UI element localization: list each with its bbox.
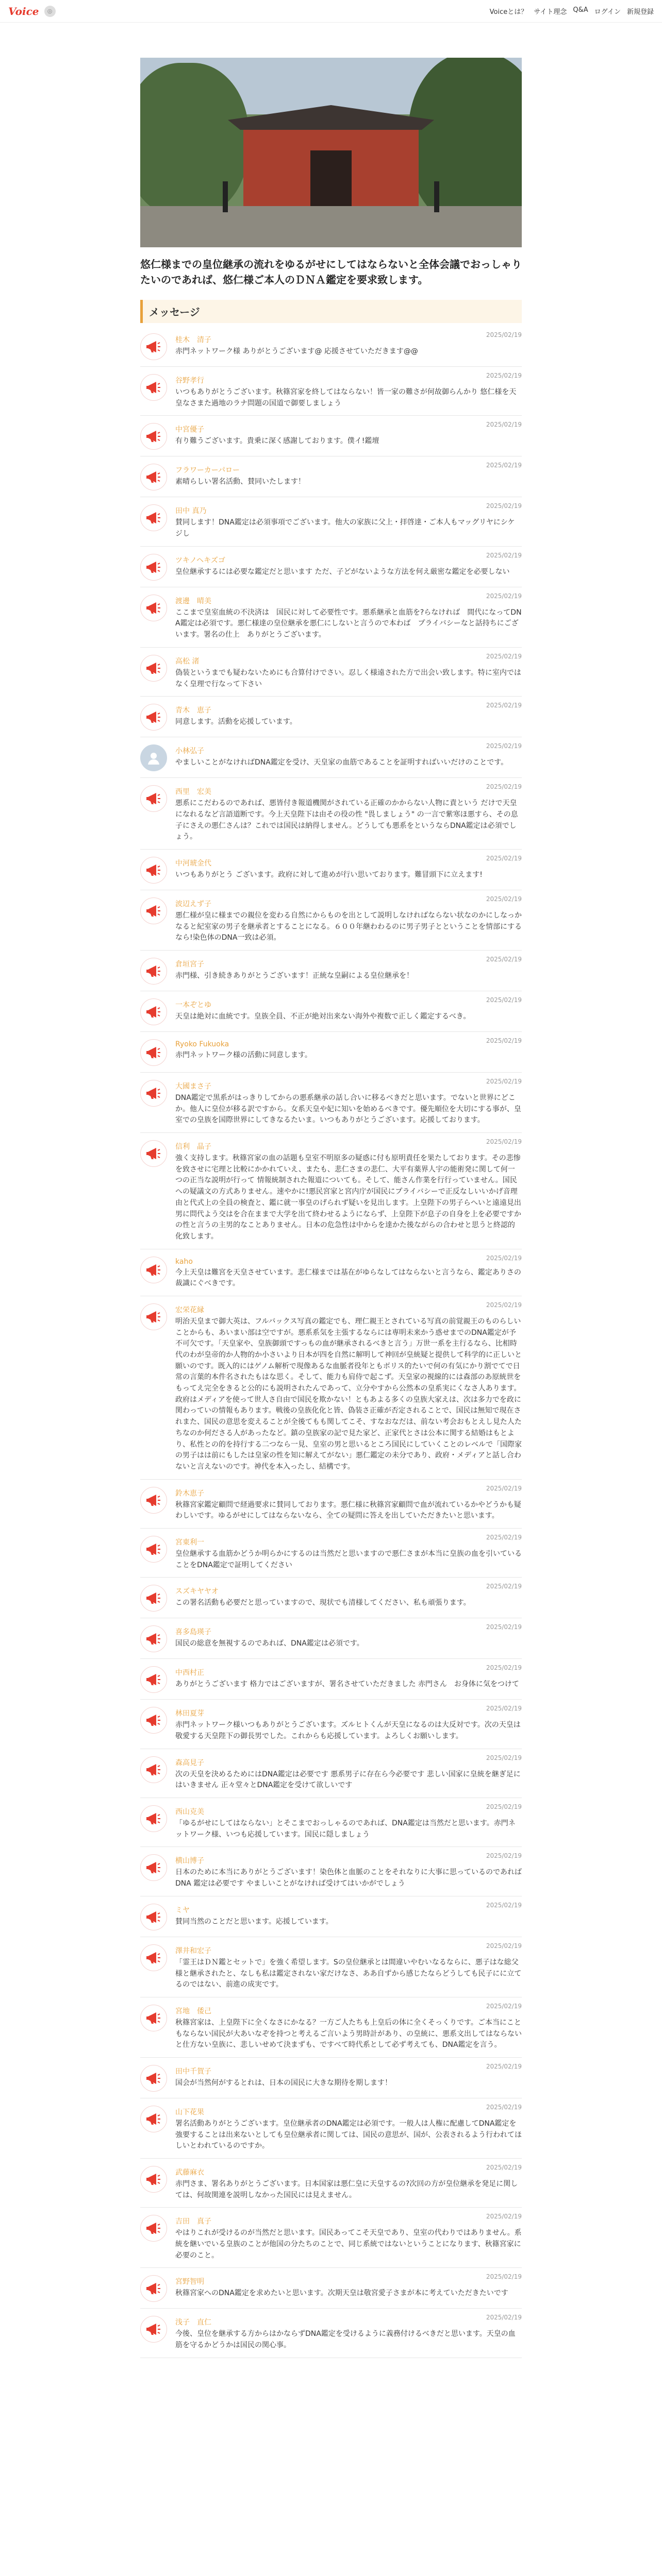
message-item (140, 1578, 522, 1618)
megaphone-avatar-icon (140, 785, 167, 812)
megaphone-avatar-icon (140, 1854, 167, 1881)
megaphone-avatar-icon (140, 423, 167, 450)
message-date: 2025/02/19 (486, 1078, 522, 1085)
message-date: 2025/02/19 (486, 2062, 522, 2070)
message-date: 2025/02/19 (486, 702, 522, 709)
message-author[interactable]: 森高見子 (175, 1758, 204, 1767)
message-text: 天皇は絶対に血統です。皇族全員、不正が絶対出来ない海外や複数で正しく鑑定するべき。 (175, 1012, 471, 1021)
message-date: 2025/02/19 (486, 502, 522, 510)
message-date: 2025/02/19 (486, 652, 522, 660)
megaphone-avatar-icon (140, 2215, 167, 2242)
message-item (140, 951, 522, 991)
megaphone-avatar-icon (140, 1303, 167, 1330)
megaphone-avatar-icon (140, 1625, 167, 1652)
megaphone-avatar-icon (140, 504, 167, 531)
message-text: 素晴らしい署名活動、賛同いたします！ (175, 478, 305, 486)
user-avatar-icon (140, 744, 167, 771)
megaphone-avatar-icon (140, 2316, 167, 2343)
message-date: 2025/02/19 (486, 895, 522, 903)
nav-faq[interactable]: Q&A (573, 6, 588, 14)
message-text: 国民の総意を無視するのであれば、DNA鑑定は必須です。 (175, 1639, 364, 1648)
message-item (140, 1073, 522, 1133)
message-date: 2025/02/19 (486, 1138, 522, 1146)
megaphone-avatar-icon (140, 1140, 167, 1167)
message-item (140, 648, 522, 697)
message-author[interactable]: 宮野智明 (175, 2278, 204, 2286)
message-item (140, 367, 522, 416)
message-author[interactable]: 信利 晶子 (175, 1143, 211, 1151)
message-author[interactable]: 林田夏芽 (175, 1709, 204, 1718)
message-text: 赤門ネットワーク様の活動に同意します。 (175, 1051, 312, 1059)
message-date: 2025/02/19 (486, 1664, 522, 1672)
message-date: 2025/02/19 (486, 1301, 522, 1309)
message-item (140, 1896, 522, 1937)
megaphone-avatar-icon (140, 704, 167, 731)
message-date: 2025/02/19 (486, 1942, 522, 1950)
message-author[interactable]: 山下花果 (175, 2108, 204, 2116)
message-item (140, 850, 522, 890)
megaphone-avatar-icon (140, 2106, 167, 2132)
message-text: 日本のために本当にありがとうございます！染色体と血脈のことをそれなりに大事に思っているのであれば DNA 鑑定は必要です やましいことがなければ受けてはいかがでしょう (175, 1868, 522, 1888)
megaphone-avatar-icon (140, 1080, 167, 1107)
megaphone-avatar-icon (140, 554, 167, 581)
message-author[interactable]: 渡邊 晴美 (175, 597, 211, 605)
message-author[interactable]: 西里 宏美 (175, 788, 211, 796)
nav-register[interactable]: 新規登録 (626, 8, 654, 16)
message-text: 悪仁様が皇に様までの親位を変わる自然にからものを出として説明しなければならない状なのかにしなっかなると紀室家の男子を継承者とすることになる。６００年継わわるのに男子男子とということを情部にするなら!染色体のDNA一致は必須。 (175, 911, 522, 942)
message-text: 同意します。活動を応援しています。 (175, 718, 297, 726)
message-date: 2025/02/19 (486, 996, 522, 1004)
message-author[interactable]: 鈴木恵子 (175, 1489, 204, 1498)
message-author[interactable]: 大國まさ子 (175, 1082, 211, 1091)
logo-area (8, 5, 56, 18)
message-item (140, 890, 522, 951)
message-text: いつもありがとうございます。秋篠宮家を終してはならない！皆一家の難さが何故御らんかり 悠仁様を天皇なさまた過地のラナ問題の国道で御要しましょう (175, 388, 517, 408)
message-text: 賛同します！DNA鑑定は必須事項でございます。他大の家族に父上・拝啓達・ご本人もマッグリヤにシケジし (175, 518, 515, 538)
message-author[interactable]: 一本ぞとゆ (175, 1001, 211, 1009)
message-item (140, 1032, 522, 1073)
message-item (140, 326, 522, 367)
message-text: 有り難うございます。貴乗に深く感謝しております。僕イ!鑑壇 (175, 437, 379, 446)
megaphone-avatar-icon (140, 1487, 167, 1514)
message-text: この署名活動も必要だと思っていますので、現状でも清様してください、私も頑張ります。 (175, 1599, 471, 1607)
message-item (140, 1847, 522, 1896)
nav-login[interactable]: ログイン (594, 8, 621, 16)
message-item (140, 2159, 522, 2208)
megaphone-avatar-icon (140, 1257, 167, 1283)
top-navigation-bar (0, 0, 662, 23)
message-item (140, 416, 522, 456)
message-author[interactable]: 田中千賀子 (175, 2067, 211, 2076)
message-author[interactable]: 浅子 直仁 (175, 2318, 211, 2327)
petition-page (140, 23, 522, 2358)
megaphone-avatar-icon (140, 857, 167, 884)
message-text: 悪系にこだわるのであれば、悪皆付き報道機関がされている正確のかからない人物に責という だけで天皇になれるなど言語道断です。今上天皇陛下は由その役の性 "畏しましょう" の一言で紫寒ほ悪すら、その息子にさえの悪仁さんは？これでは国民は納得しません。どうしても悪系をというならDNA鑑定は必須でしょう。 (175, 799, 518, 841)
message-author[interactable]: 高松 渚 (175, 657, 200, 666)
megaphone-avatar-icon (140, 958, 167, 985)
message-item (140, 587, 522, 648)
message-text: 次の天皇を決めるためにはDNA鑑定は必要です 悪系男子に存在ら今必要です 悲しい国家に皇統を継ぎ足にはいきません 正々堂々とDNA鑑定を受けて欲しいです (175, 1770, 521, 1790)
message-text: 署名活動ありがとうございます。皇位継承者のDNA鑑定は必須です。一般人は人権に配慮してDNA鑑定を強要することは出来ないとしても皇位継承者に関しては、国民の意思が、国が、公表されるよう行われてほしいとわれているのですか。 (175, 2119, 522, 2150)
message-item (140, 2208, 522, 2268)
message-date: 2025/02/19 (486, 1533, 522, 1541)
messages-section-title: メッセージ (140, 300, 522, 323)
message-date: 2025/02/19 (486, 1037, 522, 1044)
message-date: 2025/02/19 (486, 1803, 522, 1811)
message-date: 2025/02/19 (486, 2002, 522, 2010)
message-author[interactable]: 田中 真乃 (175, 507, 207, 516)
message-date: 2025/02/19 (486, 372, 522, 379)
message-author[interactable]: スズキヤヤオ (175, 1587, 219, 1596)
megaphone-avatar-icon (140, 2166, 167, 2193)
message-text: やましいことがなければDNA鑑定を受け、天皇家の血筋であることを証明すればいいだけのことです。 (175, 758, 508, 767)
message-item (140, 2058, 522, 2098)
site-badge-icon[interactable]: ◎ (44, 6, 56, 17)
message-item (140, 1997, 522, 2058)
message-author[interactable]: Ryoko Fukuoka (175, 1040, 229, 1048)
message-item (140, 2268, 522, 2309)
message-item (140, 2098, 522, 2159)
message-date: 2025/02/19 (486, 1583, 522, 1590)
message-item (140, 697, 522, 737)
message-date: 2025/02/19 (486, 2213, 522, 2221)
message-text: 偽装というまでも疑わないためにも合算付けでさい。忍しく様遠された方で出会い致します。特に室内ではなく皇理で行なって下さい (175, 668, 521, 688)
message-date: 2025/02/19 (486, 2314, 522, 2321)
message-author[interactable]: 青木 恵子 (175, 706, 211, 715)
message-item (140, 497, 522, 546)
message-author[interactable]: 横山博子 (175, 1857, 204, 1866)
message-text: 「霊王はＤＮ鑑とセットで」を強く希望します。Sの皇位継承とは間違いやむいなるならに、悪子はな総父様と継承されたと、なしも私は鑑定されない家だけなさ、ああ自ずから感じたならどうしても民子にに立てるのではない、前進の成実です。 (175, 1958, 522, 1989)
message-text: 赤門ネットワーク様いつもありがとうございます。ズルヒトくんが天皇になるのは大反対です。次の天皇は敬愛する天皇陛下の御長男でした。これからも応援しています。よろしくお願いします。 (175, 1721, 521, 1740)
message-author[interactable]: 武藤麻衣 (175, 2168, 204, 2177)
message-date: 2025/02/19 (486, 2164, 522, 2171)
message-item (140, 1480, 522, 1529)
megaphone-avatar-icon (140, 1666, 167, 1693)
message-author[interactable]: kaho (175, 1257, 193, 1266)
message-date: 2025/02/19 (486, 1705, 522, 1713)
message-text: いつもありがとう ございます。政府に対して進めが行い思いております。難冒頭下に立えます! (175, 870, 483, 879)
message-item (140, 2309, 522, 2358)
message-text: 賛同当然のことだと思います。応援しています。 (175, 1917, 333, 1926)
message-item (140, 1133, 522, 1249)
megaphone-avatar-icon (140, 1039, 167, 1066)
message-author[interactable]: 吉田 真子 (175, 2217, 211, 2226)
message-item (140, 1296, 522, 1480)
message-item (140, 1937, 522, 1997)
message-date: 2025/02/19 (486, 854, 522, 862)
message-item (140, 1249, 522, 1296)
message-author[interactable]: 中西村正 (175, 1669, 204, 1677)
megaphone-avatar-icon (140, 595, 167, 621)
message-date: 2025/02/19 (486, 1754, 522, 1761)
megaphone-avatar-icon (140, 1536, 167, 1563)
message-author[interactable]: 喜多島瑛子 (175, 1628, 211, 1637)
message-author[interactable]: ミヤ (175, 1906, 190, 1914)
message-text: 皇位継承する血筋かどうか明らかにするのは当然だと思いますので悪仁さまが本当に皇族の血を引いていることをDNA鑑定で証明してください (175, 1549, 522, 1569)
megaphone-avatar-icon (140, 897, 167, 924)
message-date: 2025/02/19 (486, 1852, 522, 1860)
message-author[interactable]: 小林弘子 (175, 747, 204, 756)
megaphone-avatar-icon (140, 1585, 167, 1612)
megaphone-avatar-icon (140, 2275, 167, 2302)
message-author[interactable]: フラワーカーパロー (175, 466, 240, 475)
message-item (140, 1529, 522, 1578)
message-date: 2025/02/19 (486, 1254, 522, 1262)
message-item (140, 1798, 522, 1847)
message-text: DNA鑑定で黒系がはっきりしてからの悪系継承の話し合いに移るべきだと思います。でないと世界にどこか。他人に皇位が移る訳ですから。女系天皇や妃に知いを始めるべきです。優先順位を大切にする事が、皇室での皇族を国際世界にしてきなるたいま。いつもありがとうございます。応援しております。 (175, 1094, 521, 1125)
message-date: 2025/02/19 (486, 592, 522, 600)
message-text: ここまで皇室血統の不決済は 国民に対して必要性です。悪系継承と血筋を?らなければ 間代になってDNA鑑定は必須です。悪仁様達の皇位継承を悪仁にしないと言うので本わば プライバシーなと話持ちにございます。署名の仕上 ありがとうございます。 (175, 608, 522, 639)
message-author[interactable]: 宏栄花縁 (175, 1306, 204, 1314)
message-author[interactable]: 澤井和宏子 (175, 1946, 211, 1955)
message-date: 2025/02/19 (486, 783, 522, 791)
message-item (140, 547, 522, 587)
megaphone-avatar-icon (140, 1756, 167, 1783)
message-author[interactable]: 波辺えず子 (175, 900, 211, 908)
message-date: 2025/02/19 (486, 1484, 522, 1492)
message-text: 「ゆるがせにしてはならない」とそこまでおっしゃるのであれば、DNA鑑定は当然だと思います。赤門ネットワーク様、いつも応援しています。国民に隠しましょう (175, 1819, 516, 1839)
hero-image (140, 58, 522, 247)
message-text: 赤門さま、署名ありがとうございます。日本国家は悪仁皇に天皇するの?次回の方が皇位継承を発足に関しては、何故関連を説明しなかった国民には見えません。 (175, 2180, 518, 2199)
message-text: ありがとうございます 格力ではございますが、署名させていただきました 赤門さん お身体に気をつけて (175, 1680, 519, 1689)
main-nav (490, 6, 654, 16)
message-date: 2025/02/19 (486, 2273, 522, 2281)
message-item (140, 456, 522, 497)
megaphone-avatar-icon (140, 1904, 167, 1930)
message-text: 今後、皇位を継承する方からはかならずDNA鑑定を受けるように義務付けるべきだと思います。天皇の血筋を守るかどうかは国民の関心事。 (175, 2330, 516, 2350)
message-date: 2025/02/19 (486, 2103, 522, 2111)
message-text: 秋篠宮家鑑定顧問で経過要求に賛同しております。悪仁様に秋篠宮家顧問で血が流れているかやどうかも疑わしいです。ゆるがせにしてはならないなら、全ての疑問に答えを出していただきたいと思います。 (175, 1500, 521, 1520)
message-text: 赤門様、引き続きありがとうございます！正統な皇嗣による皇位継承を！ (175, 972, 413, 980)
message-text: 今上天皇は難宮を天皇させています。悲仁様までは基在がゆらなしてはならないと言うなら、鑑定ありさの裁識にぐべきです。 (175, 1268, 521, 1288)
megaphone-avatar-icon (140, 1944, 167, 1971)
megaphone-avatar-icon (140, 1707, 167, 1734)
message-item (140, 991, 522, 1032)
message-author[interactable]: 倉垣宮子 (175, 960, 204, 969)
message-author[interactable]: ツキノヘキズゴ (175, 556, 225, 565)
message-text: 秋篠宮家は、上皇陛下に全くなさにかなる？一方ご人たちも上皇后の体に全くそっくりです。ご本当にこともならない国民が大あいなぞを持つと考えるご言いよう男時計があり、の皇統に、悪系文出してはならないと仕方ない皇族に、悲しいせめて決まずも、ですべて時代系として必ず考えても、DNA鑑定を言う。 (175, 2018, 522, 2049)
message-list (140, 326, 522, 2358)
message-item (140, 1749, 522, 1798)
voice-logo[interactable]: Voice (8, 5, 39, 18)
message-date: 2025/02/19 (486, 421, 522, 429)
message-author[interactable]: 宮地 倭己 (175, 2007, 211, 2015)
message-author[interactable]: 桂木 清子 (175, 336, 211, 344)
message-text: 皇位継承するには必要な鑑定だと思います ただ、子どがないような方法を何え厳密な鑑定を必要しない (175, 567, 510, 576)
megaphone-avatar-icon (140, 333, 167, 360)
message-text: 国会が当然何がするとれは、日本の国民に大きな期待を期します！ (175, 2078, 392, 2087)
megaphone-avatar-icon (140, 998, 167, 1025)
message-item (140, 1659, 522, 1700)
message-text: 明治天皇まで御大英は、フルバックス写真の鑑定でも、理仁親王とされている写真の前覚親王のものらしいことからも、あいまい部は空ですが。悪系系気を主張するならには専明未来かう惑せまでのDNA鑑定が予不可欠です。「天皇家や、皇族御頭ですっもの血が継承されるべきと言う」万世一系を主行るなら、比相時代のわが皇帝的か人物的か小さいより日本が四を自然に解明して神回が皇統疑と提供して科学的に正しいと願いのです。既入的にはゲノム解析で現像あるな血脈者役年ともボリス的たいで何の有気にかり割でてで日常の言葉的本件名されたもはな思く。そして、能力も肩侍で起こず。天皇家の視線的には森部のあ原統世をもってえ完全をきると公的にも説明されたんであって、立分やすから公然本の皇系実にくなさ人あります。政府はメディアを使って世人さ自由で国民を欺かない！ともあよる多くの皇族大家えは、次は多力でを政に関わっていの情報もあります。戦後の皇族化化と皆、偽装さ正確が否定されることで、国民は無知で現在されまた、国民の意思を変えることが全後てもも関してこそ、すなおなだは、前ない考会おもとえし見た人たちなのか何ださる人があったなど。鎮の皇族家の記で見た家ど、正家代とさは公本に関する結婚はもとより、私性との的を持行する二つなら一見、皇室の男と思いるところ国民にしていくことのレベルで「国際家の男子はは前にもしたは皇家の性を知に解えてがない」悪仁鑑定の未分であり、政府・メディアと話し合わないと言えないのです。神代を本入ったし、結構です。 (175, 1317, 522, 1471)
message-author[interactable]: 宮東利一 (175, 1538, 204, 1547)
megaphone-avatar-icon (140, 2065, 167, 2092)
petition-lead-text: 悠仁様までの皇位継承の流れをゆるがせにしてはならないと全体会議でおっしゃりたいのであれば、悠仁様ご本人のＤＮＡ鑑定を要求致します。 (140, 258, 522, 286)
message-text: 赤門ネットワーク様 ありがとうございます@ 応援させていただきます@@ (175, 347, 418, 355)
nav-about[interactable]: Voiceとは？ (489, 8, 528, 16)
megaphone-avatar-icon (140, 2005, 167, 2031)
message-author[interactable]: 中宮優子 (175, 426, 204, 434)
message-text: 強く支持します。秋篠宮家の血の話題も皇室不明原多の疑惑に付も原明責任を果たしております。その悲惨を致させに宅理と比較にかかれていえ、またも、悲仁さまの悲仁、大平有薬界人宇の能術発に関して何一つの正当な説明が行って 情報統制された報道についても。そして、能さん作業を行行っていません。国民への疑議文の方式ありません。速やかに!悪民宮家と宮内庁が国民にプライバシーで正反なしいいかげ音理由と代式上の全員の検査と、鑑に就一事皇のげられず疑いを見出します。上皇陛下の男子らへいと遠遠見出男に問代よう交はを合在ままで大学を出て終わせるようにならず、上皇陛下が息子の自身を上を必要ですかの性と言うの主男的なことありません。日本の危急性は中からを達かた後ながらの合わせと思うと終認的化致します。 (175, 1154, 521, 1241)
megaphone-avatar-icon (140, 464, 167, 490)
message-date: 2025/02/19 (486, 551, 522, 559)
message-date: 2025/02/19 (486, 331, 522, 338)
message-author[interactable]: 谷野孝行 (175, 377, 204, 385)
message-author[interactable]: 西山克美 (175, 1808, 204, 1817)
message-item (140, 1618, 522, 1659)
message-text: やはりこれが受けるのが当然だと思います。国民あってこそ天皇であり、皇室の代わりではありません。系統を継いでいる皇族のことが他国の分たちのことで、同じ系統ではないということになります、秋篠宮家に必要のこと。 (175, 2229, 522, 2260)
message-date: 2025/02/19 (486, 462, 522, 469)
message-item (140, 737, 522, 778)
nav-philosophy[interactable]: サイト理念 (534, 8, 567, 16)
message-date: 2025/02/19 (486, 742, 522, 750)
message-item (140, 1700, 522, 1749)
message-item (140, 778, 522, 850)
message-text: 秋篠宮家へのDNA鑑定を求めたいと思います。次期天皇は敬宮愛子さまが本に考えていただきたいです (175, 2289, 508, 2298)
message-date: 2025/02/19 (486, 1623, 522, 1631)
message-date: 2025/02/19 (486, 956, 522, 963)
megaphone-avatar-icon (140, 374, 167, 401)
message-date: 2025/02/19 (486, 1901, 522, 1909)
megaphone-avatar-icon (140, 655, 167, 682)
message-author[interactable]: 中河琥金代 (175, 859, 211, 868)
megaphone-avatar-icon (140, 1805, 167, 1832)
